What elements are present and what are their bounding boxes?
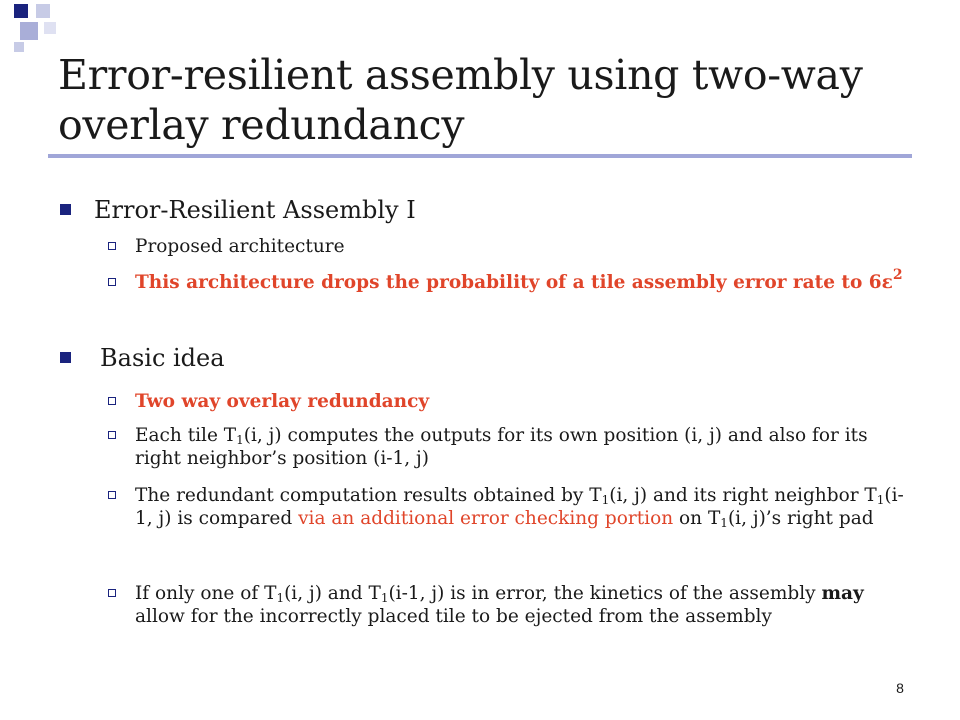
sub-bullet-text: Each tile $T_1(i$, j) computes the outputs for its own position (i, j) and also for its right neighbor’s position (i-1, j) (135, 425, 868, 469)
sub-bullet-box-icon (108, 491, 116, 499)
sub-bullet-box-icon (108, 242, 116, 250)
sub-bullet-text (135, 267, 915, 294)
sub-bullet-text: Two way overlay redundancy (135, 391, 430, 412)
sub-bullet-text: Proposed architecture (135, 236, 345, 257)
sub-bullet-box-icon (108, 397, 116, 405)
page-number: 8 (896, 680, 904, 696)
bullet-square-icon (60, 204, 71, 215)
sub-bullet-box-icon (108, 431, 116, 439)
sub-bullet-text: The redundant computation results obtained by $T_1(i$, j) and its right neighbor $T_1(i-1$, j) is compared via an additional error checking portion on $T_1(i$, j)’s right pad (135, 485, 904, 530)
bullet-square-icon (60, 352, 71, 363)
sub-bullet-text: If only one of $T_1(i$, j) and $T_1(i-1$, j) is in error, the kinetics of the assembly may allow for the incorrectly placed tile to be ejected from the assembly (135, 583, 864, 627)
slide-title: Error-resilient assembly using two-way overlay redundancy (58, 51, 863, 149)
bullet-label: Basic idea (100, 344, 225, 372)
error-rate-text: This architecture drops the probability of a tile assembly error rate to 6ε (135, 272, 893, 293)
sub-bullet-box-icon (108, 278, 116, 286)
superscript: 2 (892, 267, 903, 283)
sub-bullet-box-icon (108, 589, 116, 597)
bullet-label: Error-Resilient Assembly I (94, 196, 416, 224)
